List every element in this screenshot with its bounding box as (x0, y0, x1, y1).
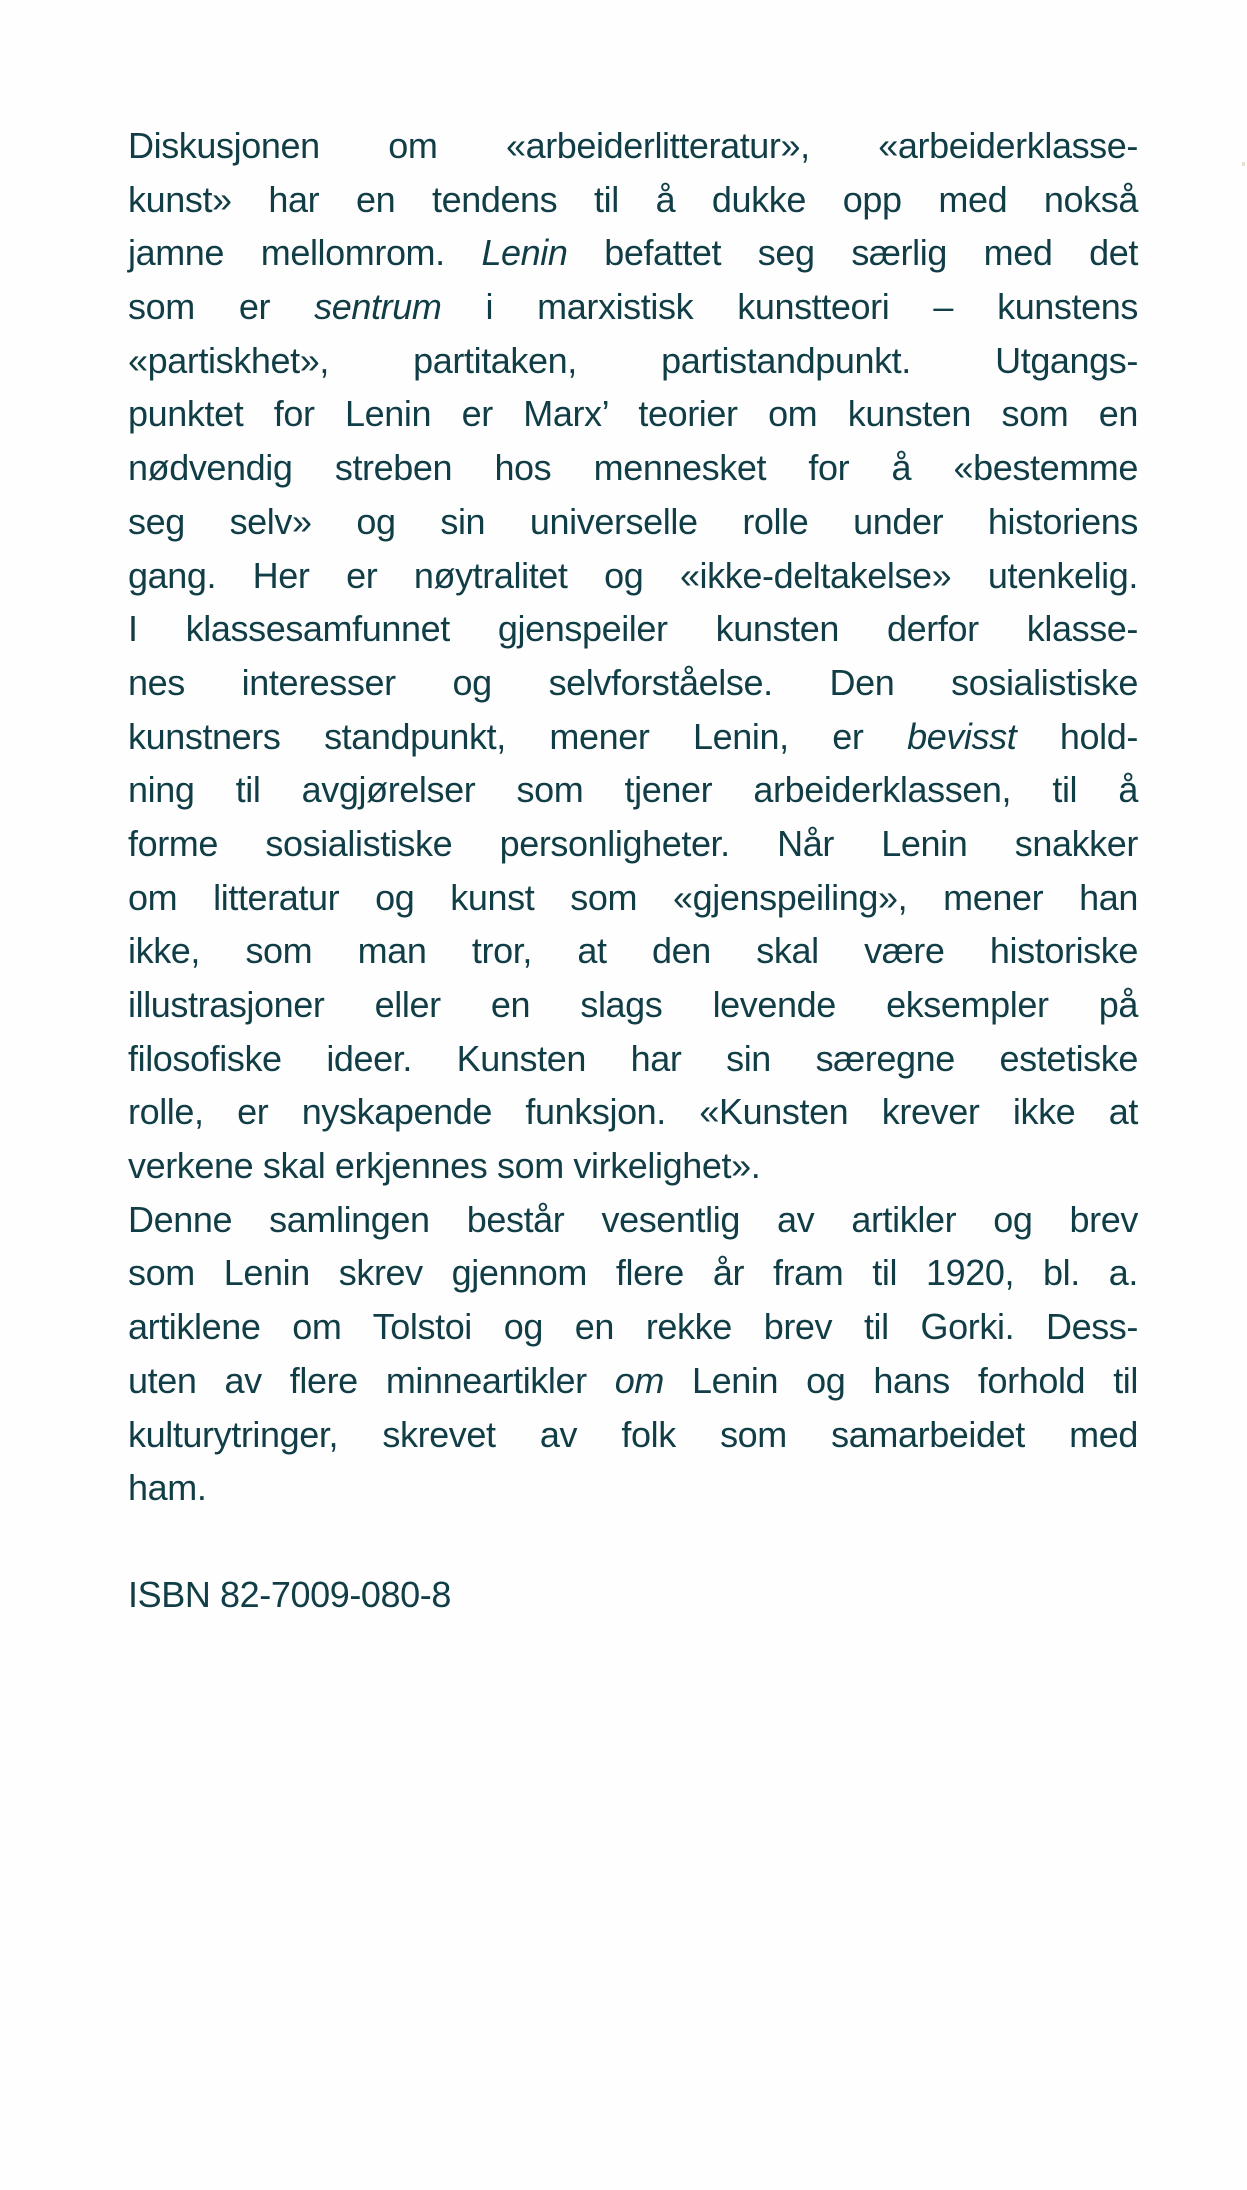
text-line (128, 1300, 1138, 1354)
italic-text: sentrum (314, 286, 442, 328)
text-line (128, 1085, 1138, 1139)
text-segment: uten av flere minneartikler (128, 1359, 615, 1401)
text-segment: gang. Her er nøytralitet og «ikke-deltakelse» utenkelig. (128, 554, 1138, 596)
text-line (128, 1461, 1138, 1515)
text-line (128, 1354, 1138, 1408)
text-line (128, 1408, 1138, 1462)
text-segment: I klassesamfunnet gjenspeiler kunsten derfor klasse- (128, 608, 1138, 650)
text-segment: rolle, er nyskapende funksjon. «Kunsten krever ikke at (128, 1091, 1138, 1133)
text-segment: punktet for Lenin er Marx’ teorier om kunsten som en (128, 393, 1138, 435)
text-line (128, 710, 1138, 764)
text-segment: ikke, som man tror, at den skal være historiske (128, 930, 1138, 972)
text-segment: nødvendig streben hos mennesket for å «bestemme (128, 447, 1138, 489)
text-segment: som er (128, 286, 315, 328)
text-segment: nes interesser og selvforståelse. Den sosialistiske (128, 661, 1138, 703)
text-line (128, 334, 1138, 388)
text-segment: forme sosialistiske personligheter. Når Lenin snakker (128, 822, 1138, 864)
text-line (128, 871, 1138, 925)
italic-text: Lenin (481, 232, 568, 274)
text-line (128, 549, 1138, 603)
text-line (128, 602, 1138, 656)
text-segment: Diskusjonen om «arbeiderlitteratur», «arbeiderklasse- (128, 125, 1138, 166)
text-segment: hold- (1016, 715, 1138, 757)
text-line (128, 817, 1138, 871)
text-segment: kulturytringer, skrevet av folk som samarbeidet med (128, 1413, 1138, 1455)
text-line (128, 656, 1138, 710)
text-segment: Lenin og hans forhold til (663, 1359, 1138, 1401)
text-segment: artiklene om Tolstoi og en rekke brev til Gorki. Dess- (128, 1306, 1138, 1348)
text-segment: «partiskhet», partitaken, partistandpunkt. Utgangs- (128, 339, 1138, 381)
text-segment: ham. (128, 1467, 207, 1509)
text-segment: filosofiske ideer. Kunsten har sin særegne estetiske (128, 1037, 1138, 1079)
italic-text: om (614, 1359, 664, 1401)
text-segment: Denne samlingen består vesentlig av artikler og brev (128, 1198, 1138, 1240)
text-segment: kunstners standpunkt, mener Lenin, er (128, 715, 908, 757)
blurb-text (128, 119, 1138, 1515)
text-segment: i marxistisk kunstteori – kunstens (441, 286, 1138, 328)
text-line (128, 226, 1138, 280)
text-segment: ning til avgjørelser som tjener arbeiderklassen, til å (128, 769, 1138, 811)
text-line (128, 1246, 1138, 1300)
isbn-number: ISBN 82-7009-080-8 (128, 1574, 452, 1615)
text-line (128, 763, 1138, 817)
text-segment: kunst» har en tendens til å dukke opp med nokså (128, 178, 1138, 220)
text-line (128, 280, 1138, 334)
text-line (128, 495, 1138, 549)
text-line (128, 1032, 1138, 1086)
text-segment: verkene skal erkjennes som virkelighet». (128, 1145, 761, 1187)
text-segment: illustrasjoner eller en slags levende eksempler på (128, 984, 1138, 1025)
text-segment: som Lenin skrev gjennom flere år fram til 1920, bl. a. (128, 1252, 1138, 1294)
text-segment: befattet seg særlig med det (567, 232, 1138, 274)
text-line (128, 173, 1138, 227)
text-segment: seg selv» og sin universelle rolle under historiens (128, 500, 1138, 542)
text-line (128, 1193, 1138, 1247)
text-line (128, 924, 1138, 978)
text-line (128, 441, 1138, 495)
text-line (128, 1139, 1138, 1193)
text-line (128, 119, 1138, 173)
text-segment: om litteratur og kunst som «gjenspeiling», mener han (128, 876, 1138, 918)
text-segment: jamne mellomrom. (128, 232, 482, 274)
italic-text: bevisst (907, 715, 1017, 757)
scan-speck (1242, 162, 1245, 166)
text-line (128, 387, 1138, 441)
text-line (128, 978, 1138, 1032)
